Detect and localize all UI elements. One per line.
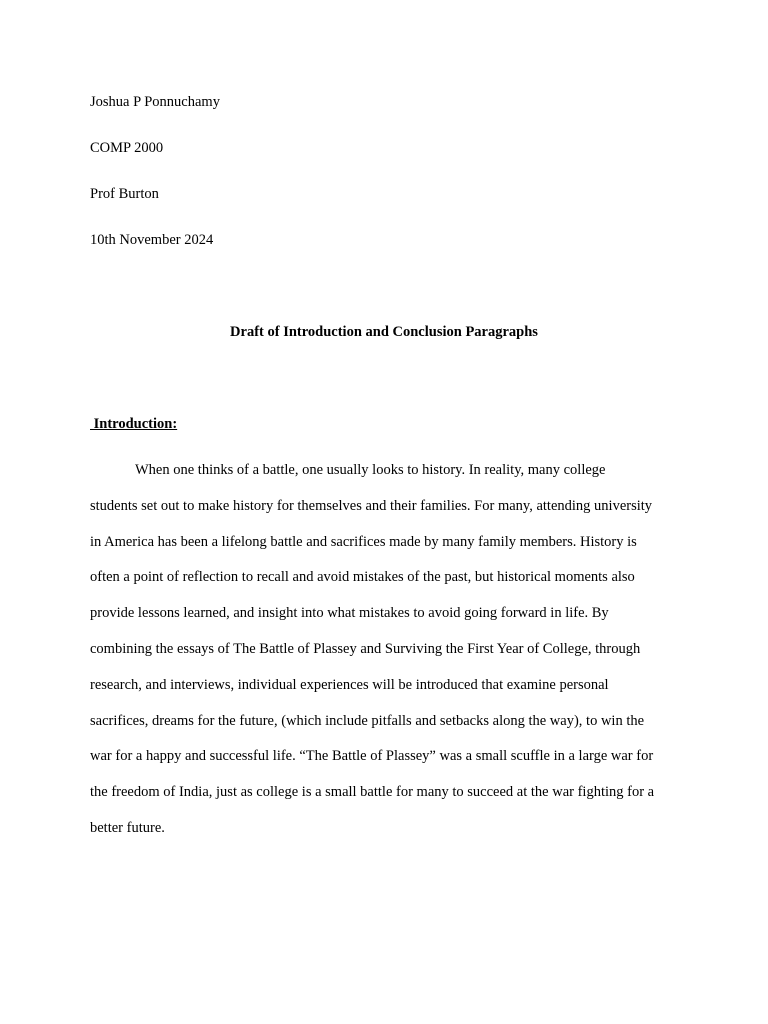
paragraph-line: combining the essays of The Battle of Plassey and Surviving the First Year of College, through bbox=[90, 640, 641, 657]
paragraph-line: When one thinks of a battle, one usually looks to history. In reality, many college bbox=[135, 462, 606, 478]
paragraph-line: provide lessons learned, and insight into what mistakes to avoid going forward in life. By bbox=[90, 605, 609, 622]
paragraph-line: the freedom of India, just as college is a small battle for many to succeed at the war fighting for a bbox=[90, 784, 655, 801]
document-title: Draft of Introduction and Conclusion Paragraphs bbox=[230, 324, 538, 340]
document-date: 10th November 2024 bbox=[90, 232, 214, 248]
introduction-heading: Introduction: bbox=[90, 416, 178, 432]
professor-name: Prof Burton bbox=[90, 186, 159, 202]
paragraph-line: better future. bbox=[90, 819, 165, 836]
author-name: Joshua P Ponnuchamy bbox=[90, 94, 220, 110]
paragraph-line: often a point of reflection to recall and avoid mistakes of the past, but historical moments also bbox=[90, 569, 635, 586]
paragraph-line: sacrifices, dreams for the future, (which include pitfalls and setbacks along the way), to win the bbox=[90, 712, 645, 729]
paragraph-line: in America has been a lifelong battle and sacrifices made by many family members. History is bbox=[90, 533, 637, 550]
paragraph-line: students set out to make history for themselves and their families. For many, attending university bbox=[90, 497, 653, 514]
paragraph-line: war for a happy and successful life. “The Battle of Plassey” was a small scuffle in a large war for bbox=[90, 748, 654, 765]
introduction-paragraph bbox=[90, 460, 690, 854]
paragraph-line: research, and interviews, individual experiences will be introduced that examine personal bbox=[90, 676, 609, 693]
course-code: COMP 2000 bbox=[90, 140, 164, 156]
